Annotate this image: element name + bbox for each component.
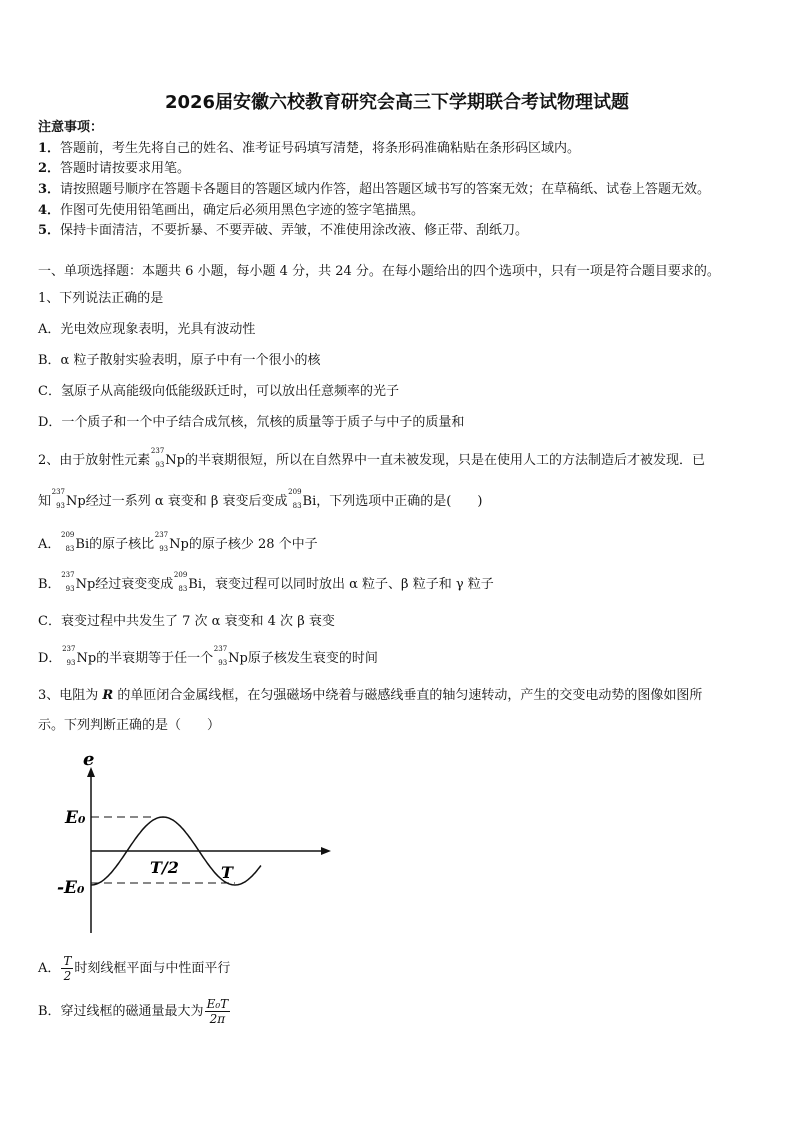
notice-item-5: 5．保持卡面清洁，不要折暴、不要弄破、弄皱，不准使用涂改液、修正带、刮纸刀。: [38, 223, 529, 238]
section-heading: 一、单项选择题：本题共 6 小题，每小题 4 分，共 24 分。在每小题给出的四个选项中，只有一项是符合题目要求的。: [38, 264, 720, 279]
q3-stem-line2: 示。下列判断正确的是（ ）: [38, 718, 221, 733]
nuclide-np: 237 93: [51, 487, 66, 510]
period-label: T: [221, 863, 233, 882]
nuclide-np: 237 93: [213, 644, 228, 667]
notice-item-2: 2．答题时请按要求用笔。: [38, 161, 191, 176]
notice-item-3: 3．请按照题号顺序在答题卡各题目的答题区域内作答，超出答题区域书写的答案无效；在草稿纸、试卷上答题无效。: [38, 182, 711, 197]
y-axis-label: e: [83, 749, 95, 770]
q2-stem-line1: 2、由于放射性元素 237 93 Np的半衰期很短，所以在自然界中一直未被发现，只是在使用人工的方法制造后才被发现．已: [38, 446, 705, 469]
nuclide-np: 237 93: [61, 570, 75, 593]
q2-option-a: A． 209 83 Bi的原子核比 237 93 Np的原子核少 28 个中子: [38, 530, 318, 553]
fraction-e0t-over-2pi: $\frac{\text{E₀T}}{2\pi}$: [206, 997, 229, 1026]
notice-heading: 注意事项：: [38, 120, 104, 135]
q3-option-b: B．穿过线框的磁通量最大为 $\frac{\text{E₀T}}{2\pi}$: [38, 997, 229, 1026]
q2-option-d: D． 237 93 Np的半衰期等于任一个 237 93 Np原子核发生衰变的时间: [38, 644, 378, 667]
neg-e0-label: -E₀: [57, 878, 85, 898]
nuclide-np: 237 93: [154, 530, 169, 553]
q1-stem: 1、下列说法正确的是: [38, 291, 164, 306]
e0-label: E₀: [65, 808, 86, 828]
q3-stem-line1: 3、电阻为 R 的单匝闭合金属线框，在匀强磁场中绕着与磁感线垂直的轴匀速转动，产生的交变电动势的图像如图所: [38, 688, 703, 703]
nuclide-np: 237 93: [62, 644, 76, 667]
emf-graph: [55, 745, 345, 940]
q2-option-b: B． 237 93 Np经过衰变变成 209 83 Bi，衰变过程可以同时放出 α 粒子、β 粒子和 γ 粒子: [38, 570, 494, 593]
nuclide-np: 237 93: [150, 446, 165, 469]
q1-option-a: A．光电效应现象表明，光具有波动性: [38, 322, 256, 337]
half-period-label: T/2: [150, 858, 179, 877]
q1-option-c: C．氢原子从高能级向低能级跃迁时，可以放出任意频率的光子: [38, 384, 399, 399]
nuclide-bi: 209 83: [61, 530, 75, 553]
q1-option-d: D．一个质子和一个中子结合成氘核，氘核的质量等于质子与中子的质量和: [38, 415, 465, 430]
notice-item-4: 4．作图可先使用铅笔画出，确定后必须用黑色字迹的签字笔描黑。: [38, 203, 425, 218]
q2-option-c: C．衰变过程中共发生了 7 次 α 衰变和 4 次 β 衰变: [38, 614, 335, 629]
q2-stem-line2: 知 237 93 Np经过一系列 α 衰变和 β 衰变后变成 209 83 Bi，下列选项中正确的是( ): [38, 487, 483, 510]
notice-item-1: 1．答题前，考生先将自己的姓名、准考证号码填写清楚，将条形码准确粘贴在条形码区域内。: [38, 141, 581, 156]
nuclide-bi: 209 83: [288, 487, 302, 510]
q3-option-a: A． $\frac{T}{2}$ 时刻线框平面与中性面平行: [38, 954, 231, 983]
fraction-t-over-2: $\frac{T}{2}$: [63, 954, 72, 983]
page-title: 2026届安徽六校教育研究会高三下学期联合考试物理试题: [164, 92, 630, 113]
nuclide-bi: 209 83: [173, 570, 188, 593]
x-axis-arrow: [321, 847, 331, 855]
q1-option-b: B．α 粒子散射实验表明，原子中有一个很小的核: [38, 353, 321, 368]
